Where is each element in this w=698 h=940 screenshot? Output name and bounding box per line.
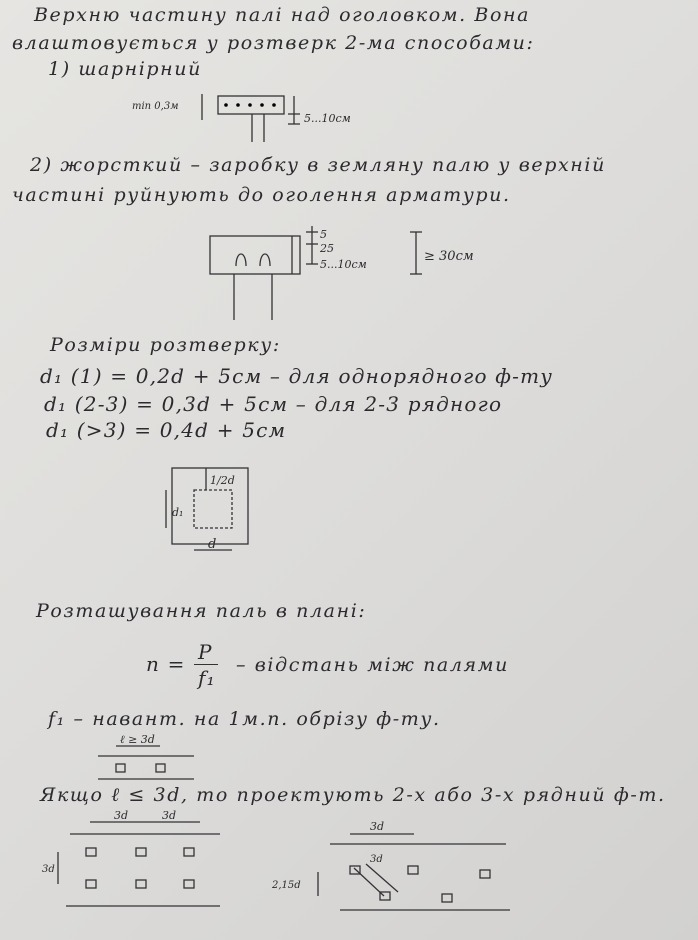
text-method-2-line-1: 2) жорсткий – заробку в земляну палю у верхній [30, 154, 606, 176]
text-method-2-line-2: частині руйнують до оголення арматури. [12, 184, 511, 206]
sketch-5-3d-a: 3d [114, 809, 129, 822]
formula-numerator: P [198, 640, 213, 664]
sketch-1-min-label: min 0,3м [132, 101, 179, 112]
text-method-1: 1) шарнірний [48, 58, 202, 80]
formula-n-label: n = [146, 652, 186, 676]
sketch-single-row [94, 732, 204, 782]
sketch-6-side-label: 2,15d [272, 880, 301, 891]
sketch-rigid-joint [206, 222, 506, 322]
sketch-1-dim-label: 5...10см [304, 112, 351, 125]
sketch-2-dim-c: 5...10см [320, 258, 367, 271]
text-dims-title: Розміри розтверку: [50, 334, 281, 356]
formula-note: – відстань між палями [236, 654, 509, 676]
sketch-5-3d-b: 3d [162, 809, 177, 822]
sketch-staggered-rows [270, 820, 520, 920]
text-intro-line-2: влаштовується у розтверк 2-ма способами: [12, 32, 535, 54]
text-f1-definition: f₁ – навант. на 1м.п. обрізу ф-ту. [48, 708, 441, 730]
sketch-hinged-joint [130, 84, 390, 144]
text-intro-line-1: Верхню частину палі над оголовком. Вона [34, 4, 531, 26]
text-condition: Якщо ℓ ≤ 3d, то проектують 2-х або 3-х рядний ф-т. [40, 784, 666, 806]
sketch-double-row [30, 808, 230, 918]
text-dim-3: d₁ (>3) = 0,4d + 5см [46, 418, 287, 442]
formula-denominator: f₁ [198, 666, 216, 690]
sketch-2-dim-a: 5 [320, 228, 327, 241]
sketch-3-d1-label: d₁ [172, 506, 184, 519]
text-placement-title: Розташування паль в плані: [36, 600, 367, 622]
sketch-4-spacing-label: ℓ ≥ 3d [120, 733, 155, 746]
sketch-6-diag-label: 3d [370, 854, 383, 865]
text-dim-2: d₁ (2-3) = 0,3d + 5см – для 2-3 рядного [44, 392, 503, 416]
text-dim-1: d₁ (1) = 0,2d + 5см – для однорядного ф-ту [40, 364, 554, 388]
sketch-2-dim-b: 25 [320, 242, 334, 255]
sketch-pile-cap [150, 462, 290, 562]
sketch-5-side-label: 3d [42, 864, 55, 875]
sketch-3-d-label: d [208, 537, 217, 552]
sketch-6-3d-label: 3d [370, 820, 385, 833]
sketch-2-dim-d: ≥ 30см [424, 249, 474, 264]
sketch-3-half-label: 1/2d [210, 474, 235, 487]
